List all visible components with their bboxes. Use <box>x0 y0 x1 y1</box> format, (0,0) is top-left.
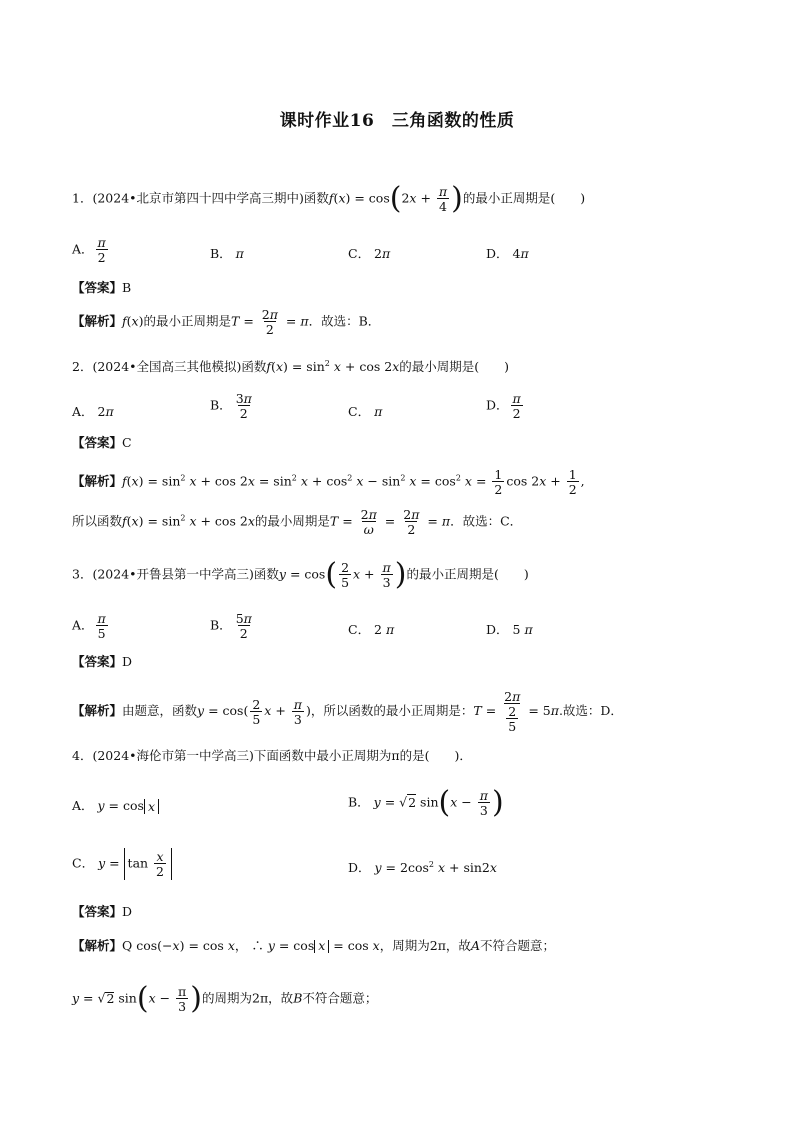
question-3: 3．(2024•开鲁县第一中学高三)函数y = cos( $\frac{2}{5}$ x + $\frac{\pi}{3}$ )的最小正周期是( ) <box>72 557 529 592</box>
question-1: 1．(2024•北京市第四十四中学高三期中)函数f(x) = cos(2x + $\frac{\pi}{4}$ )的最小正周期是( ) <box>72 181 586 216</box>
q4-option-d: D． $y = 2\cos^2$ x + sin2x <box>348 859 497 875</box>
q4-option-a: A． y = cos x <box>72 796 159 814</box>
q2-analysis-line1: 【解析】$f(x) = \sin^2 x + \cos 2x = \sin^2 x + \cos^2 x - \sin^2 x = \cos^2 x$ = $\frac{1}{2}$ cos 2x + $\frac{1}{2}$ , <box>72 467 585 498</box>
q3-answer: 【答案】D <box>72 654 133 669</box>
page-title: 课时作业16 三角函数的性质 <box>279 111 515 131</box>
q1-answer: 【答案】B <box>72 280 132 295</box>
q1-analysis: 【解析】f(x)的最小正周期是T = $\frac{2\pi}{2}$ = π．故选：B． <box>72 307 381 338</box>
question-4: 4．(2024•海伦市第一中学高三)下面函数中最小正周期为π的是( )． <box>72 748 472 763</box>
q1-option-a: A． $\frac{\pi}{2}$ <box>72 235 106 266</box>
q4-analysis-line2: y = √2 sin(x − $\frac{\pi}{3}$ )的周期为2π，故B不符合题意； <box>72 981 378 1016</box>
q1-formula: f <box>328 190 334 206</box>
q2-option-b: B． $\frac{3\pi}{2}$ <box>210 391 252 422</box>
q3-option-a: A． $\frac{\pi}{5}$ <box>72 611 106 642</box>
question-2: 2．(2024•全国高三其他模拟)函数$f(x) = \sin^2 x + \cos 2x$的最小周期是( ) <box>72 359 510 375</box>
q1-option-b: B． π <box>210 246 244 261</box>
q1-option-d: D． 4π <box>486 246 529 261</box>
question-1-suffix: 的最小正周期是( ) <box>462 190 586 206</box>
q4-option-b: B． y = √2 sin(x − $\frac{\pi}{3}$ ) <box>348 785 504 820</box>
question-1-stem: 1．(2024•北京市第四十四中学高三期中)函数 <box>72 190 329 206</box>
q4-option-c: C． y = tan $\frac{x}{2}$ <box>72 848 172 880</box>
q2-answer: 【答案】C <box>72 435 132 450</box>
q2-option-a: A． 2π <box>72 404 114 419</box>
q2-option-d: D． $\frac{\pi}{2}$ <box>486 391 521 422</box>
q3-option-c: C． 2 π <box>348 622 395 637</box>
q4-answer: 【答案】D <box>72 904 133 919</box>
q4-analysis-line1: 【解析】Q cos(−x) = cos x， ∴ y = cos x = cos x，周期为2π，故A不符合题意； <box>72 938 555 954</box>
q3-option-b: B． $\frac{5\pi}{2}$ <box>210 611 252 642</box>
q1-option-c: C． 2π <box>348 246 391 261</box>
q2-option-c: C． π <box>348 404 383 419</box>
q3-analysis: 【解析】由题意，函数y = cos( $\frac{2}{5}$ x + $\frac{\pi}{3}$ )，所以函数的最小正周期是：T = $\frac{2\pi}{\frac{2}{5}}$ = 5π.故选：D． <box>72 689 623 735</box>
q2-analysis-line2: 所以函数$f(x) = \sin^2 x + \cos 2x$的最小周期是T = $\frac{2\pi}{\omega}$ = $\frac{2\pi}{2}$ = π．故选：C． <box>72 507 523 538</box>
q3-option-d: D． 5 π <box>486 622 533 637</box>
